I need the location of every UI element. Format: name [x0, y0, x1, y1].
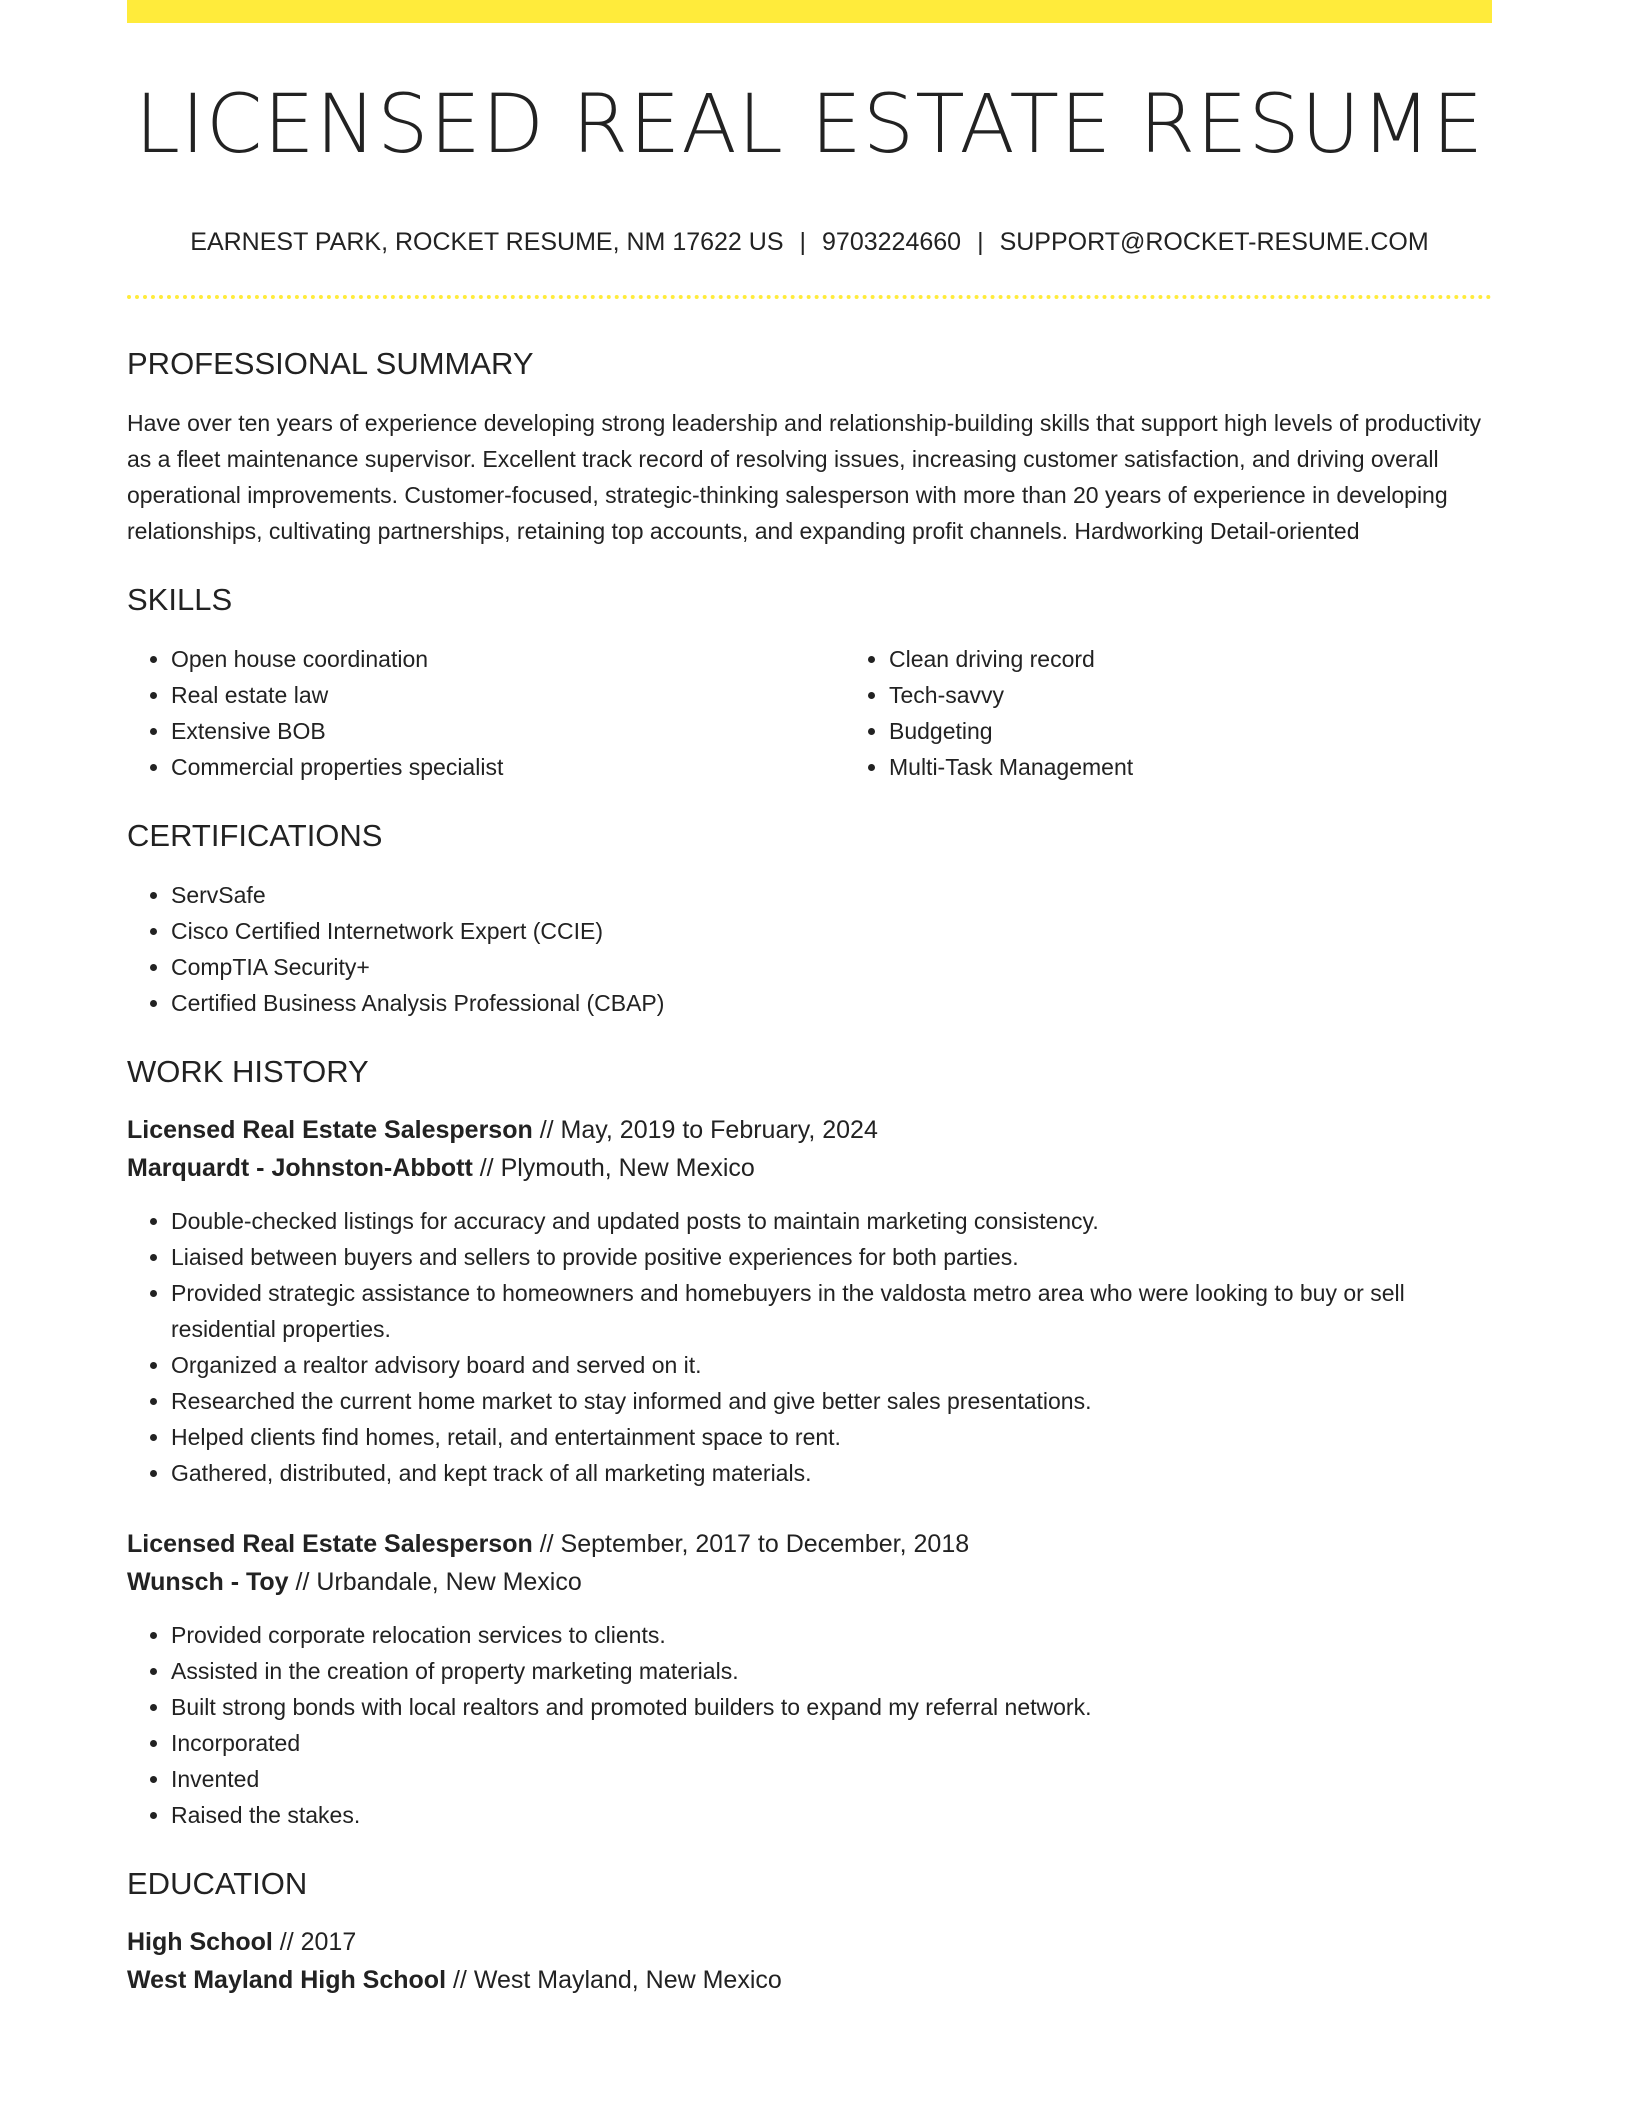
- certifications-list: [127, 877, 1492, 1021]
- resume-page: [127, 0, 1492, 1999]
- job-duties-list: [127, 1203, 1492, 1491]
- contact-address: EARNEST PARK, ROCKET RESUME, NM 17622 US: [190, 228, 784, 256]
- job-title: Licensed Real Estate Salesperson: [127, 1116, 533, 1144]
- job-location: // Urbandale, New Mexico: [288, 1568, 582, 1596]
- skill-item: • Open house coordination: [171, 641, 845, 677]
- job-duty: • Researched the current home market to stay informed and give better sales presentations.: [171, 1383, 1492, 1419]
- contact-line: [127, 230, 1492, 255]
- job-entry: [127, 1525, 1492, 1833]
- job-company: Wunsch - Toy: [127, 1568, 289, 1596]
- education-school: West Mayland High School: [127, 1966, 447, 1994]
- resume-title: LICENSED REAL ESTATE RESUME: [134, 78, 1485, 172]
- job-duty: • Liaised between buyers and sellers to provide positive experiences for both parties.: [171, 1239, 1492, 1275]
- work-history-heading: WORK HISTORY: [127, 1054, 369, 1089]
- job-company: Marquardt - Johnston-Abbott: [127, 1154, 473, 1182]
- certification-item: • Certified Business Analysis Professional (CBAP): [171, 985, 1492, 1021]
- job-duties-list: [127, 1617, 1492, 1833]
- certifications-heading: CERTIFICATIONS: [127, 818, 383, 853]
- job-company-line: [127, 1563, 1492, 1601]
- skill-item: • Commercial properties specialist: [171, 749, 845, 785]
- job-dates: // September, 2017 to December, 2018: [532, 1530, 970, 1558]
- summary-text: Have over ten years of experience developing strong leadership and relationship-building skills that support high levels of productivity as a fleet maintenance supervisor. Excellent track record of resolving issues, increasing customer satisfaction, and driving overall operational improvements. Customer-focused, strategic-thinking salesperson with more than 20 years of experience in developing relationships, cultivating partnerships, retaining top accounts, and expanding profit channels. Hardworking Detail-oriented: [127, 410, 1481, 544]
- contact-phone[interactable]: 9703224660: [822, 228, 962, 256]
- job-duty: • Incorporated: [171, 1725, 1492, 1761]
- certification-item: • ServSafe: [171, 877, 1492, 913]
- education-entry: [127, 1923, 1492, 1999]
- education-location: // West Mayland, New Mexico: [446, 1966, 782, 1994]
- job-duty: • Provided strategic assistance to homeowners and homebuyers in the valdosta metro area who were looking to buy or sell residential properties.: [171, 1275, 1492, 1347]
- job-duty: • Invented: [171, 1761, 1492, 1797]
- job-duty: • Raised the stakes.: [171, 1797, 1492, 1833]
- certification-item: • Cisco Certified Internetwork Expert (CCIE): [171, 913, 1492, 949]
- job-duty: • Double-checked listings for accuracy and updated posts to maintain marketing consistency.: [171, 1203, 1492, 1239]
- skill-item: • Clean driving record: [889, 641, 1563, 677]
- job-title-line: [127, 1525, 1492, 1563]
- job-duty: • Built strong bonds with local realtors and promoted builders to expand my referral network.: [171, 1689, 1492, 1725]
- skills-column-left: [127, 641, 845, 785]
- job-title: Licensed Real Estate Salesperson: [127, 1530, 533, 1558]
- job-duty: • Gathered, distributed, and kept track of all marketing materials.: [171, 1455, 1492, 1491]
- contact-email[interactable]: SUPPORT@ROCKET-RESUME.COM: [999, 228, 1429, 256]
- skill-item: • Extensive BOB: [171, 713, 845, 749]
- job-company-line: [127, 1149, 1492, 1187]
- skill-item: • Real estate law: [171, 677, 845, 713]
- job-location: // Plymouth, New Mexico: [472, 1154, 755, 1182]
- job-duty: • Provided corporate relocation services to clients.: [171, 1617, 1492, 1653]
- education-degree: High School: [127, 1928, 273, 1956]
- job-duty: • Helped clients find homes, retail, and entertainment space to rent.: [171, 1419, 1492, 1455]
- certification-item: • CompTIA Security+: [171, 949, 1492, 985]
- skill-item: • Budgeting: [889, 713, 1563, 749]
- skills-column-right: [845, 641, 1563, 785]
- contact-separator: |: [799, 228, 807, 256]
- summary-heading: PROFESSIONAL SUMMARY: [127, 346, 534, 381]
- skill-item: • Tech-savvy: [889, 677, 1563, 713]
- job-title-line: [127, 1111, 1492, 1149]
- job-duty: • Assisted in the creation of property marketing materials.: [171, 1653, 1492, 1689]
- education-school-line: [127, 1961, 1492, 1999]
- job-entry: [127, 1111, 1492, 1491]
- education-heading: EDUCATION: [127, 1866, 308, 1901]
- education-year: // 2017: [272, 1928, 357, 1956]
- skill-item: • Multi-Task Management: [889, 749, 1563, 785]
- accent-bar: [127, 0, 1492, 23]
- job-dates: // May, 2019 to February, 2024: [532, 1116, 878, 1144]
- skills-heading: SKILLS: [127, 582, 233, 617]
- job-duty: • Organized a realtor advisory board and served on it.: [171, 1347, 1492, 1383]
- education-degree-line: [127, 1923, 1492, 1961]
- dotted-divider: [127, 295, 1492, 299]
- skills-list: [127, 641, 1492, 785]
- contact-separator: |: [977, 228, 984, 256]
